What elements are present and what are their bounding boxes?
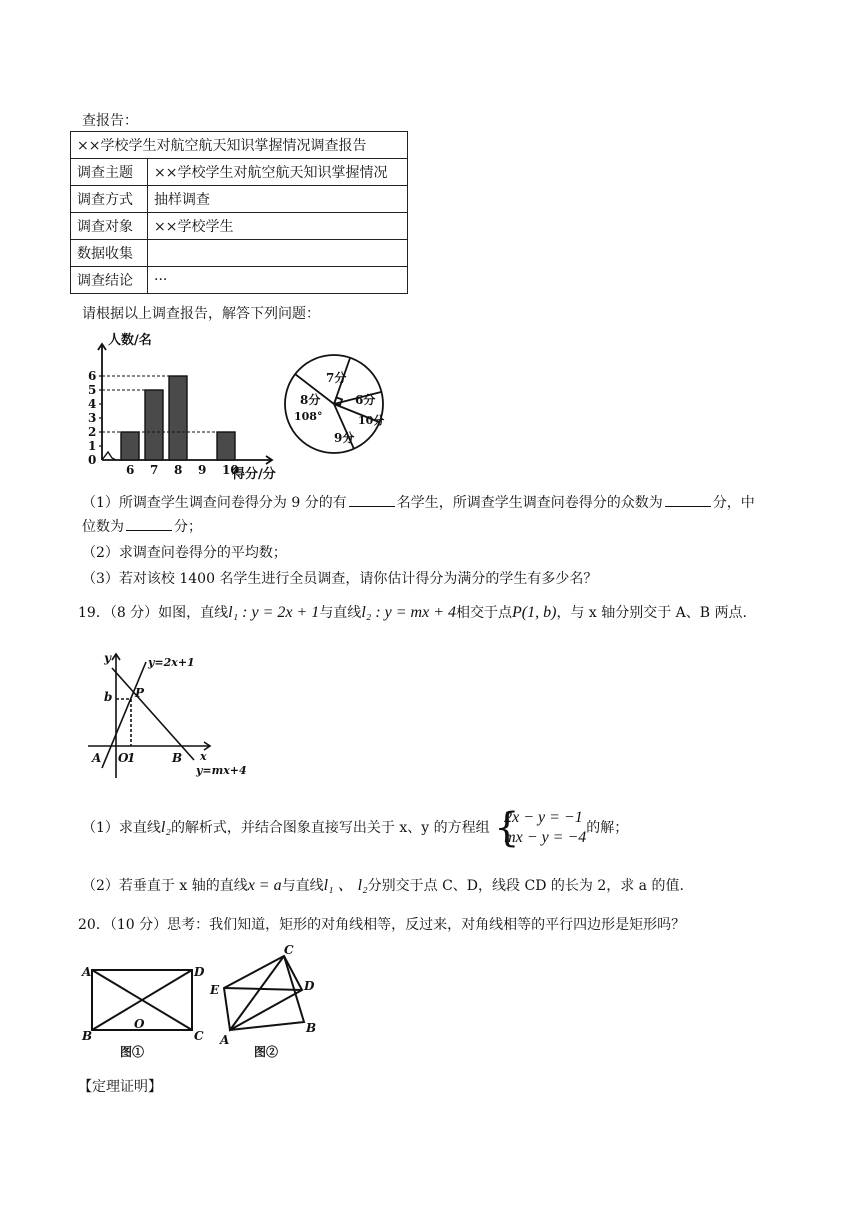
q18-part1-text-e: 分；: [174, 519, 202, 535]
q19-line1-eq: l₁ : y = 2x + 1: [228, 604, 320, 621]
pie-angle-label: 108°: [294, 410, 323, 423]
q18-part1-text-a: （1）所调查学生调查问卷得分为 9 分的有: [82, 495, 347, 511]
report-table: [70, 131, 408, 294]
pie-label-7: 7分: [326, 371, 347, 385]
q19-part1-text-a: （1）求直线: [82, 820, 161, 836]
fig1-label-d: D: [194, 965, 205, 979]
fig1-label-a: A: [82, 965, 92, 979]
q19-heading: [78, 602, 747, 622]
point-b-label: B: [172, 751, 183, 765]
q18-part1-text-d: 位数为: [82, 519, 124, 535]
q19-part2-text-a: （2）若垂直于 x 轴的直线: [82, 878, 248, 894]
brace-glyph: {: [494, 805, 520, 851]
q19-part1-text-b: 的解析式，并结合图象直接写出关于 x、y 的方程组: [170, 820, 490, 836]
table-row: [71, 132, 408, 159]
equation-2: mx − y = −4: [504, 829, 587, 846]
table-row: [71, 240, 408, 267]
q18-part1-cont: [82, 516, 202, 536]
fig2-label-e: E: [210, 983, 220, 997]
figure-2: [206, 940, 326, 1060]
y-tick-label: 5: [88, 383, 97, 397]
x-tick-label: 8: [174, 463, 183, 477]
y-tick-label: 2: [88, 425, 97, 439]
y-tick-label: 1: [88, 439, 97, 453]
quadrilateral: [224, 956, 302, 1030]
report-value: ···: [148, 267, 408, 294]
pie-chart: [282, 342, 392, 472]
fig2-label-b: B: [306, 1021, 317, 1035]
report-key: 调查主题: [71, 159, 148, 186]
fig1-label-c: C: [194, 1029, 204, 1043]
q19-part2-text-c: 分别交于点 C、D，线段 CD 的长为 2，求 a 的值.: [367, 878, 684, 894]
pie-label-6: 6分: [355, 393, 376, 407]
q19-part2-text-b: 与直线: [281, 878, 324, 894]
report-value: ××学校学生: [148, 213, 408, 240]
y-tick-label: 3: [88, 411, 97, 425]
x-tick-label: 6: [126, 463, 135, 477]
point-p-label: P: [135, 686, 145, 700]
x-tick-label: 10: [222, 463, 239, 477]
q19-line2-eq: l₂ : y = mx + 4: [361, 604, 456, 621]
q19-part2: [82, 872, 684, 895]
answer-blank: [126, 516, 172, 531]
x-tick-label: 7: [150, 463, 159, 477]
q18-part2: （2）求调查问卷得分的平均数；: [82, 545, 287, 561]
fig1-caption: 图①: [120, 1045, 145, 1059]
table-row: [71, 213, 408, 240]
q19-tail-text: ，与 x 轴分别交于 A、B 两点.: [556, 605, 747, 621]
equation-system: [494, 805, 587, 851]
y-axis-label: 人数/名: [108, 333, 152, 348]
x-axis-label: 得分/分: [232, 467, 276, 482]
q20-heading: 20．（10 分）思考：我们知道，矩形的对角线相等，反过来，对角线相等的平行四边形是矩形吗？: [78, 917, 686, 933]
one-label: 1: [127, 751, 136, 765]
table-row: [71, 159, 408, 186]
report-key: 调查方式: [71, 186, 148, 213]
pie-label-10: 10分: [358, 414, 385, 427]
equation-1: 2x − y = −1: [504, 809, 583, 826]
bar: [217, 432, 235, 460]
report-key: 数据收集: [71, 240, 148, 267]
q18-part1-text-b: 名学生，所调查学生调查问卷得分的众数为: [396, 495, 663, 511]
bar: [169, 376, 187, 460]
q19-head-text: 19．（8 分）如图，直线: [78, 605, 229, 621]
x-axis-label: x: [200, 750, 207, 763]
q19-mid2-text: 相交于点: [456, 605, 512, 621]
pie-label-8: 8分: [300, 393, 321, 407]
report-title: ××学校学生对航空航天知识掌握情况调查报告: [71, 132, 408, 159]
fig1-label-b: B: [82, 1029, 93, 1043]
answer-blank: [665, 492, 711, 507]
table-row: [71, 267, 408, 294]
bar: [121, 432, 139, 460]
report-value: [148, 240, 408, 267]
q19-point: P(1, b): [512, 604, 557, 621]
prompt-text: 请根据以上调查报告，解答下列问题：: [82, 306, 320, 322]
section-heading: 【定理证明】: [78, 1079, 162, 1095]
fig2-label-a: A: [220, 1033, 230, 1047]
q18-part1: [82, 492, 755, 512]
triangle-side: [230, 956, 304, 1030]
line2-label: y=mx+4: [196, 764, 247, 777]
b-label: b: [104, 690, 113, 704]
axis-break: [102, 452, 116, 460]
x-tick-label: 9: [198, 463, 207, 477]
bar: [145, 390, 163, 460]
answer-blank: [349, 492, 395, 507]
intro-text: 查报告：: [82, 113, 138, 129]
q18-part1-text-c: 分，中: [712, 495, 755, 511]
y-tick-label: 0: [88, 453, 97, 467]
report-value: 抽样调查: [148, 186, 408, 213]
q19-part1-text-c: 的解；: [586, 820, 629, 836]
fig2-caption: 图②: [254, 1045, 279, 1059]
report-value: ××学校学生对航空航天知识掌握情况: [148, 159, 408, 186]
origin-label: O: [118, 751, 129, 765]
q19-part1-l2: l₂: [160, 819, 171, 836]
pie-label-9: 9分: [334, 431, 355, 445]
y-tick-label: 4: [88, 397, 97, 411]
q19-graph: [88, 648, 247, 783]
right-angle-mark: [334, 397, 342, 405]
y-tick-label: 6: [88, 369, 97, 383]
q18-part3: （3）若对该校 1400 名学生进行全员调查，请你估计得分为满分的学生有多少名？: [82, 571, 598, 587]
fig1-label-o: O: [134, 1017, 145, 1031]
figure-1: [80, 960, 208, 1060]
fig2-label-d: D: [304, 979, 315, 993]
y-axis-label: y: [104, 651, 111, 665]
fig2-label-c: C: [284, 943, 294, 957]
segment-ac: [230, 956, 284, 1030]
table-row: [71, 186, 408, 213]
q19-mid-text: 与直线: [319, 605, 362, 621]
segment-ed: [224, 988, 302, 990]
q19-part2-eq: x = a: [247, 877, 282, 894]
report-key: 调查对象: [71, 213, 148, 240]
q19-part2-lines: l₁ 、 l₂: [323, 877, 368, 894]
report-key: 调查结论: [71, 267, 148, 294]
point-a-label: A: [92, 751, 102, 765]
bar-chart: [82, 330, 292, 480]
q19-part1: [82, 805, 629, 851]
line1-label: y=2x+1: [148, 656, 195, 669]
